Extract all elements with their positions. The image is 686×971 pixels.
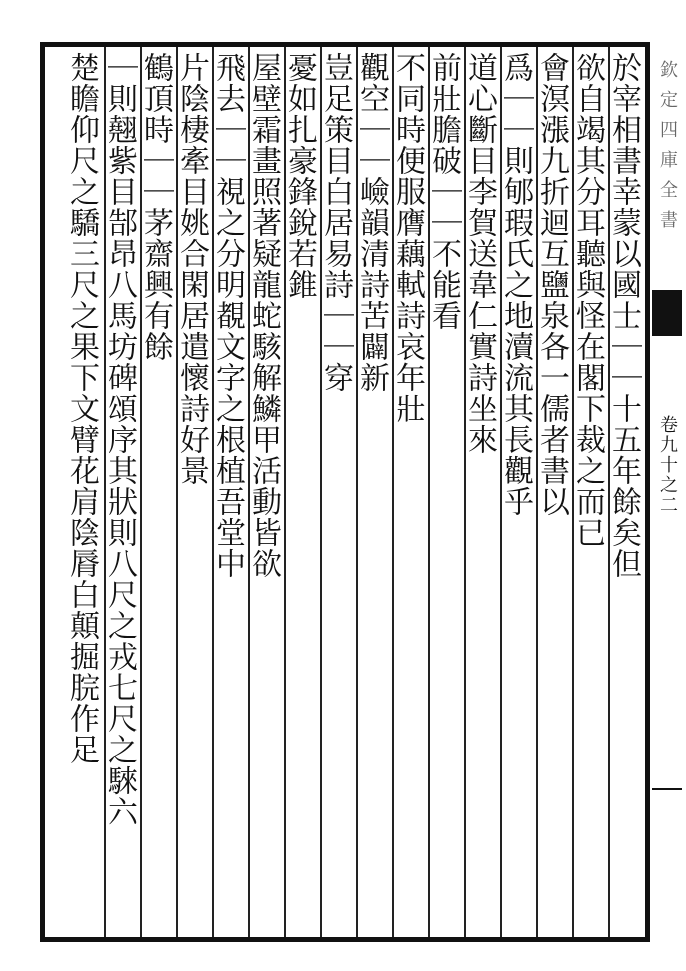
text-column-15: ｜則翹紫目郜昂八馬坊碑頌序其狀則八尺之戎七尺之騋六 [102,52,137,827]
text-column-7: 不同時便服膺藕軾詩哀年壯 [390,52,425,424]
text-column-4: 爲｜｜則郇瑕氏之地瀆流其長觀乎 [498,52,533,517]
text-column-9: 豈足策目白居易詩｜｜穿 [318,52,353,393]
text-column-8: 觀空｜｜嶮韻清詩苦闢新 [354,52,389,393]
text-column-6: 前壯膽破｜｜不能看 [426,52,461,331]
edge-rule [652,788,682,790]
text-column-3: 會溟漲九折迴互鹽泉各一儒者書以 [534,52,569,517]
fish-tail-mark [652,290,682,336]
text-column-2: 欲自竭其分耳聽與怪在閣下裁之而已 [570,52,605,548]
text-column-1: 於宰相書幸蒙以國士｜｜十五年餘矣但 [606,52,641,579]
text-column-13: 片陰棲牽目姚合閑居遣懷詩好景 [174,52,209,486]
text-column-10: 憂如扎豪鋒銳若錐 [282,52,317,300]
edge-title: 欽定四庫全書 [657,60,678,240]
text-column-5: 道心斷目李賀送韋仁實詩坐來 [462,52,497,455]
text-column-12: 飛去｜｜視之分明覩文字之根植吾堂中 [210,52,245,579]
volume-label: 卷九十之二 [657,415,678,515]
text-column-16: 楚瞻仰尺之驕三尺之果下文臂花肩陰脣白顛掘脘作足 [64,52,99,765]
text-column-11: 屋壁霜畫照著疑龍蛇駭解鱗甲活動皆欲 [246,52,281,579]
text-column-14: 鶴頂時｜｜茅齋興有餘 [138,52,173,362]
